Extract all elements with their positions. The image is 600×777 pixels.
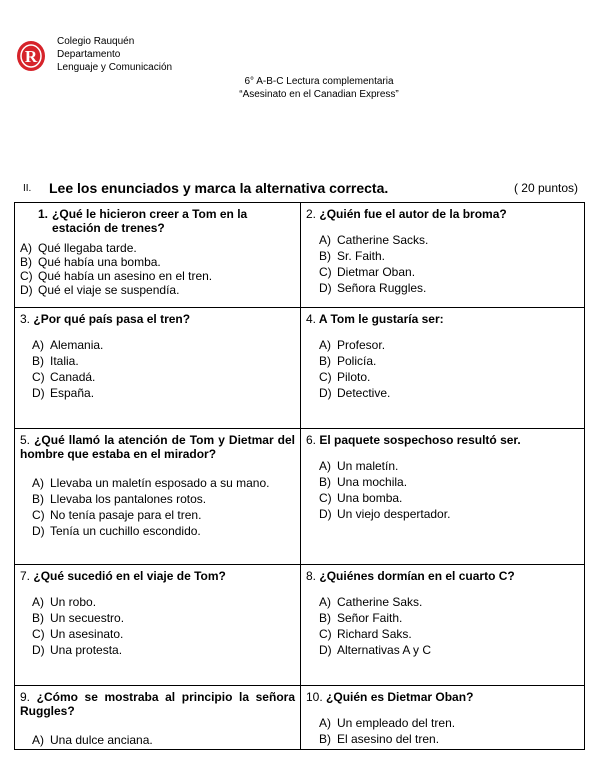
option-letter: B) <box>319 475 331 489</box>
option-letter: B) <box>319 354 331 368</box>
answer-option[interactable] <box>319 386 579 400</box>
question-row <box>15 429 585 565</box>
question-number: 10. <box>306 690 323 704</box>
answer-option[interactable] <box>319 338 579 352</box>
option-letter: A) <box>319 595 331 609</box>
option-letter: C) <box>32 627 45 641</box>
option-text: Señor Faith. <box>337 611 403 625</box>
option-letter: B) <box>319 732 331 746</box>
question-number: 2. <box>306 207 317 221</box>
options-list <box>306 716 579 746</box>
option-letter: D) <box>32 643 45 657</box>
option-text: Una protesta. <box>50 643 123 657</box>
answer-option[interactable] <box>32 338 295 352</box>
options-list <box>20 476 295 538</box>
question-text <box>306 569 579 583</box>
answer-option[interactable] <box>32 354 295 368</box>
options-list <box>306 595 579 657</box>
answer-option[interactable] <box>319 716 579 730</box>
answer-option[interactable] <box>32 508 295 522</box>
option-text: Una bomba. <box>337 491 403 505</box>
option-text: Un asesinato. <box>50 627 124 641</box>
option-letter: C) <box>319 491 332 505</box>
questions-table <box>14 202 585 750</box>
question-number: 7. <box>20 569 31 583</box>
option-text: Qué llegaba tarde. <box>38 241 137 255</box>
department: Departamento <box>57 49 121 60</box>
option-letter: D) <box>319 281 332 295</box>
option-text: El asesino del tren. <box>337 732 440 746</box>
answer-option[interactable] <box>319 643 579 657</box>
question-text <box>20 569 295 583</box>
question-statement: ¿Quién fue el autor de la broma? <box>319 207 507 221</box>
question-statement: ¿Qué llamó la atención de Tom y Dietmar del hombre que estaba en el mirador? <box>20 433 295 461</box>
option-text: Un secuestro. <box>50 611 125 625</box>
section-header <box>20 180 582 196</box>
options-list <box>20 595 295 657</box>
question-number: 4. <box>306 312 317 326</box>
option-letter: B) <box>32 492 44 506</box>
question-statement: El paquete sospechoso resultó ser. <box>319 433 521 447</box>
question-cell-2 <box>301 203 585 308</box>
question-number: 8. <box>306 569 317 583</box>
answer-option[interactable] <box>319 354 579 368</box>
option-text: Catherine Saks. <box>337 595 423 609</box>
option-letter: D) <box>32 386 45 400</box>
option-letter: A) <box>319 716 331 730</box>
answer-option[interactable] <box>32 733 295 747</box>
option-text: Dietmar Oban. <box>337 265 416 279</box>
option-text: Alemania. <box>50 338 104 352</box>
question-cell-3 <box>15 308 301 429</box>
question-number: 1. <box>38 207 49 221</box>
question-statement: ¿Qué sucedió en el viaje de Tom? <box>33 569 226 583</box>
option-text: Canadá. <box>50 370 96 384</box>
option-letter: C) <box>319 627 332 641</box>
option-text: España. <box>50 386 95 400</box>
answer-option[interactable] <box>32 524 295 538</box>
answer-option[interactable] <box>32 611 295 625</box>
answer-option[interactable] <box>319 370 579 384</box>
answer-option[interactable] <box>319 595 579 609</box>
options-list <box>20 733 295 747</box>
option-letter: A) <box>319 233 331 247</box>
answer-option[interactable] <box>319 611 579 625</box>
course-info <box>0 75 600 101</box>
option-letter: A) <box>32 595 44 609</box>
option-letter: D) <box>319 386 332 400</box>
section-title: Lee los enunciados y marca la alternativa correcta. <box>49 180 389 196</box>
question-statement: ¿Quiénes dormían en el cuarto C? <box>319 569 515 583</box>
answer-option[interactable] <box>32 492 295 506</box>
question-cell-8 <box>301 565 585 686</box>
option-letter: D) <box>32 524 45 538</box>
option-text: Italia. <box>50 354 79 368</box>
options-list <box>306 338 579 400</box>
answer-option[interactable] <box>319 627 579 641</box>
option-text: Tenía un cuchillo escondido. <box>50 524 201 538</box>
options-list <box>20 338 295 400</box>
option-text: Qué había un asesino en el tren. <box>38 269 213 283</box>
question-text <box>20 433 295 461</box>
question-text <box>20 312 295 326</box>
school-logo <box>16 40 46 72</box>
answer-option[interactable] <box>32 595 295 609</box>
question-text <box>306 207 579 221</box>
option-letter: A) <box>20 241 32 255</box>
section-number: II. <box>23 183 32 194</box>
answer-option[interactable] <box>20 283 295 297</box>
option-text: Policía. <box>337 354 377 368</box>
option-text: Un empleado del tren. <box>337 716 456 730</box>
option-text: Sr. Faith. <box>337 249 386 263</box>
answer-option[interactable] <box>319 459 579 473</box>
option-letter: A) <box>319 459 331 473</box>
answer-option[interactable] <box>32 643 295 657</box>
option-letter: B) <box>20 255 32 269</box>
question-statement: ¿Cómo se mostraba al principio la señora Ruggles? <box>20 690 295 718</box>
option-text: Qué había una bomba. <box>38 255 161 269</box>
option-text: Una dulce anciana. <box>50 733 153 747</box>
answer-option[interactable] <box>32 386 295 400</box>
question-number: 9. <box>20 690 31 704</box>
question-row <box>15 203 585 308</box>
answer-option[interactable] <box>319 249 579 263</box>
school-name: Colegio Rauquén <box>57 36 135 47</box>
question-text <box>306 433 579 447</box>
question-number: 5. <box>20 433 31 447</box>
answer-option[interactable] <box>32 627 295 641</box>
question-statement: A Tom le gustaría ser: <box>318 312 444 326</box>
option-text: Un maletín. <box>337 459 399 473</box>
option-letter: D) <box>319 507 332 521</box>
option-letter: B) <box>319 611 331 625</box>
option-text: Profesor. <box>337 338 386 352</box>
option-letter: C) <box>319 370 332 384</box>
option-text: Qué el viaje se suspendía. <box>38 283 180 297</box>
option-letter: A) <box>32 476 44 490</box>
option-letter: B) <box>319 249 331 263</box>
answer-option[interactable] <box>319 475 579 489</box>
answer-option[interactable] <box>319 507 579 521</box>
option-letter: D) <box>319 643 332 657</box>
option-text: Catherine Sacks. <box>337 233 429 247</box>
answer-option[interactable] <box>32 476 295 490</box>
option-letter: A) <box>319 338 331 352</box>
question-cell-4 <box>301 308 585 429</box>
question-cell-1 <box>15 203 301 308</box>
option-letter: D) <box>20 283 33 297</box>
question-row <box>15 308 585 429</box>
question-cell-6 <box>301 429 585 565</box>
question-row <box>15 565 585 686</box>
option-text: Señora Ruggles. <box>337 281 427 295</box>
answer-option[interactable] <box>319 491 579 505</box>
options-list <box>306 459 579 521</box>
option-letter: C) <box>20 269 33 283</box>
logo-letter: R <box>24 47 38 66</box>
answer-option[interactable] <box>20 241 295 255</box>
question-cell-5 <box>15 429 301 565</box>
option-text: Llevaba los pantalones rotos. <box>50 492 207 506</box>
question-statement: ¿Quién es Dietmar Oban? <box>326 690 474 704</box>
option-text: Richard Saks. <box>337 627 412 641</box>
option-letter: A) <box>32 338 44 352</box>
options-list <box>306 233 579 295</box>
option-letter: C) <box>32 508 45 522</box>
question-text <box>20 690 295 718</box>
question-cell-10 <box>301 686 585 750</box>
question-number: 3. <box>20 312 31 326</box>
option-text: Piloto. <box>337 370 371 384</box>
question-text <box>306 312 579 326</box>
question-row <box>15 686 585 750</box>
question-statement: ¿Por qué país pasa el tren? <box>33 312 191 326</box>
question-cell-9 <box>15 686 301 750</box>
option-letter: B) <box>32 354 44 368</box>
options-list <box>20 241 295 297</box>
option-text: Una mochila. <box>337 475 408 489</box>
option-letter: C) <box>319 265 332 279</box>
answer-option[interactable] <box>319 281 579 295</box>
question-text <box>20 207 295 235</box>
question-text <box>306 690 579 704</box>
option-text: Alternativas A y C <box>337 643 432 657</box>
answer-option[interactable] <box>32 370 295 384</box>
option-text: Llevaba un maletín esposado a su mano. <box>50 476 270 490</box>
question-number: 6. <box>306 433 317 447</box>
option-text: No tenía pasaje para el tren. <box>50 508 202 522</box>
question-statement: ¿Qué le hicieron creer a Tom en la estación de trenes? <box>52 207 248 235</box>
answer-option[interactable] <box>319 265 579 279</box>
option-text: Un robo. <box>50 595 97 609</box>
option-letter: A) <box>32 733 44 747</box>
option-letter: C) <box>32 370 45 384</box>
book-title: “Asesinato en el Canadian Express” <box>239 89 399 100</box>
section-points: ( 20 puntos) <box>513 181 578 195</box>
answer-option[interactable] <box>319 732 579 746</box>
question-cell-7 <box>15 565 301 686</box>
subject: Lenguaje y Comunicación <box>57 62 173 73</box>
option-text: Un viejo despertador. <box>337 507 451 521</box>
answer-option[interactable] <box>319 233 579 247</box>
option-letter: B) <box>32 611 44 625</box>
answer-option[interactable] <box>20 269 295 283</box>
school-info <box>57 35 172 74</box>
course-line: 6° A-B-C Lectura complementaria <box>244 76 394 87</box>
answer-option[interactable] <box>20 255 295 269</box>
option-text: Detective. <box>337 386 391 400</box>
